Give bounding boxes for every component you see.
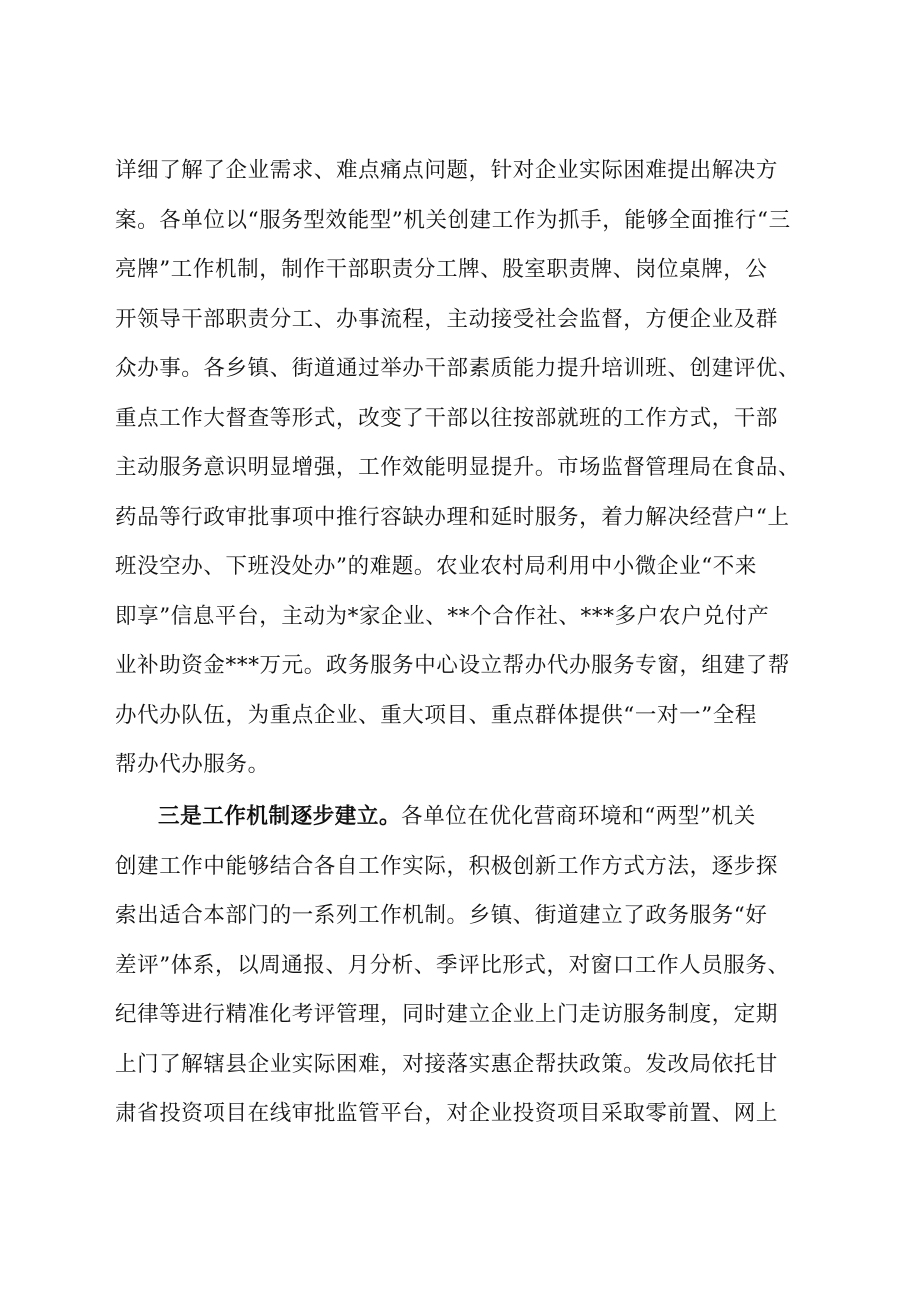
paragraph-line: 众办事。各乡镇、街道通过举办干部素质能力提升培训班、创建评优、: [115, 356, 801, 381]
paragraph-line: 创建工作中能够结合各自工作实际，积极创新工作方式方法，逐步探: [115, 853, 779, 879]
paragraph-service-efficiency: [115, 146, 825, 790]
paragraph-line: 索出适合本部门的一系列工作机制。乡镇、街道建立了政务服务“好: [115, 903, 768, 928]
paragraph-line: 详细了解了企业需求、难点痛点问题，针对企业实际困难提出解决方: [115, 158, 779, 183]
paragraph-line: 药品等行政审批事项中推行容缺办理和延时服务，着力解决经营户“上: [115, 504, 790, 530]
paragraph-line: 重点工作大督查等形式，改变了干部以往按部就班的工作方式，干部: [115, 405, 779, 431]
paragraph-line: 纪律等进行精准化考评管理，同时建立企业上门走访服务制度，定期: [115, 1002, 779, 1027]
paragraph-work-mechanism: [115, 792, 825, 1139]
paragraph-line: 办代办队伍，为重点企业、重大项目、重点群体提供“一对一”全程: [115, 702, 757, 728]
paragraph-line: 亮牌”工作机制，制作干部职责分工牌、股室职责牌、岗位桌牌，公: [115, 257, 768, 282]
paragraph-line: 即享”信息平台，主动为*家企业、**个合作社、***多户农户兑付产: [115, 603, 770, 629]
section-heading: 三是工作机制逐步建立。: [158, 804, 402, 829]
paragraph-first-line: [115, 792, 825, 842]
paragraph-line: 主动服务意识明显增强，工作效能明显提升。市场监督管理局在食品、: [115, 455, 801, 480]
paragraph-line: 开领导干部职责分工、办事流程，主动接受社会监督，方便企业及群: [115, 306, 779, 332]
paragraph-line: 差评”体系，以周通报、月分析、季评比形式，对窗口工作人员服务、: [115, 952, 790, 978]
paragraph-line: 肃省投资项目在线审批监管平台，对企业投资项目采取零前置、网上: [115, 1101, 779, 1126]
paragraph-line: 业补助资金***万元。政务服务中心设立帮办代办服务专窗，组建了帮: [115, 653, 790, 678]
paragraph-line-rest: 各单位在优化营商环境和“两型”机关: [401, 804, 756, 829]
paragraph-line: 帮办代办服务。: [115, 752, 270, 777]
paragraph-line: 上门了解辖县企业实际困难，对接落实惠企帮扶政策。发改局依托甘: [115, 1051, 779, 1077]
paragraph-line: 班没空办、下班没处办”的难题。农业农村局利用中小微企业“不来: [115, 554, 757, 579]
paragraph-line: 案。各单位以“服务型效能型”机关创建工作为抓手，能够全面推行“三: [115, 207, 791, 233]
